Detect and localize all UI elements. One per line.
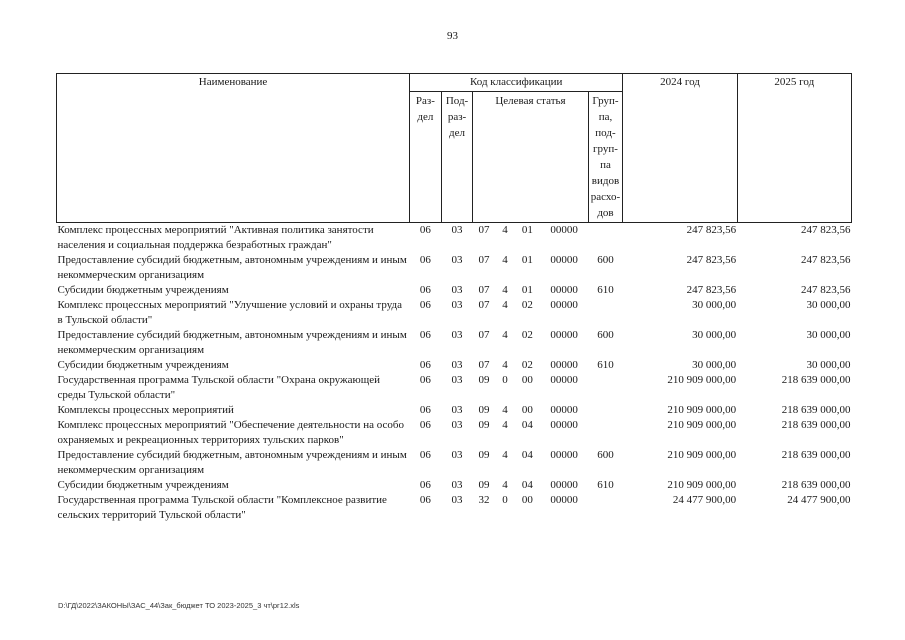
cell-y2024: 247 823,56 — [686, 224, 737, 236]
cell-y2024: 30 000,00 — [692, 329, 737, 341]
cell-c4: 00000 — [550, 449, 578, 461]
cell-y2024: 210 909 000,00 — [667, 404, 737, 416]
cell-podrazdel: 03 — [451, 479, 463, 491]
cell-group — [588, 223, 623, 254]
cell-c2: 4 — [502, 224, 508, 236]
header-row-1 — [57, 74, 852, 92]
cell-y2025: 218 639 000,00 — [781, 404, 851, 416]
cell-c2: 4 — [502, 449, 508, 461]
cell-group — [588, 418, 623, 448]
cell-c2: 4 — [502, 329, 508, 341]
cell-c3: 00 — [521, 494, 533, 506]
cell-y2024: 247 823,56 — [686, 284, 737, 296]
cell-group — [588, 373, 623, 403]
cell-c3: 02 — [521, 359, 533, 371]
cell-name: Государственная программа Тульской области "Охрана окружающей среды Тульской области" — [57, 374, 380, 401]
cell-group — [588, 493, 623, 523]
cell-podrazdel: 03 — [451, 254, 463, 266]
cell-c3: 00 — [521, 374, 533, 386]
cell-c1: 07 — [478, 254, 490, 266]
cell-razdel: 06 — [419, 419, 431, 431]
col-header-name: Наименование — [57, 74, 410, 223]
table-row — [57, 328, 852, 358]
cell-name: Предоставление субсидий бюджетным, автономным учреждениям и иным некоммерческим организациям — [57, 254, 407, 281]
cell-c2: 4 — [502, 299, 508, 311]
cell-name: Государственная программа Тульской области "Комплексное развитие сельских территорий Тульской области" — [57, 494, 387, 521]
cell-y2024: 210 909 000,00 — [667, 449, 737, 461]
cell-group: 610 — [597, 359, 614, 371]
cell-y2024: 30 000,00 — [692, 359, 737, 371]
col-header-target: Целевая статья — [473, 92, 588, 223]
cell-c2: 4 — [502, 254, 508, 266]
cell-c4: 00000 — [550, 479, 578, 491]
cell-c3: 01 — [521, 254, 533, 266]
table-row — [57, 373, 852, 403]
col-header-2024: 2024 год — [623, 74, 737, 223]
cell-podrazdel: 03 — [451, 224, 463, 236]
cell-group — [588, 298, 623, 328]
cell-group: 610 — [597, 479, 614, 491]
table-row — [57, 478, 852, 493]
cell-group: 600 — [597, 449, 614, 461]
cell-name: Комплекс процессных мероприятий "Обеспечение деятельности на особо охраняемых и рекреационных территориях тульских парков" — [57, 419, 404, 446]
cell-podrazdel: 03 — [451, 494, 463, 506]
cell-podrazdel: 03 — [451, 359, 463, 371]
col-header-2025: 2025 год — [737, 74, 851, 223]
cell-y2025: 247 823,56 — [801, 284, 851, 296]
cell-c4: 00000 — [550, 359, 578, 371]
cell-podrazdel: 03 — [451, 284, 463, 296]
cell-y2025: 218 639 000,00 — [781, 419, 851, 431]
cell-y2025: 247 823,56 — [801, 254, 851, 266]
cell-name: Предоставление субсидий бюджетным, автономным учреждениям и иным некоммерческим организациям — [57, 449, 407, 476]
cell-razdel: 06 — [419, 449, 431, 461]
col-header-classification: Код классификации — [410, 74, 623, 92]
cell-c4: 00000 — [550, 404, 578, 416]
cell-y2025: 247 823,56 — [801, 224, 851, 236]
table-row — [57, 418, 852, 448]
cell-razdel: 06 — [419, 374, 431, 386]
cell-group — [588, 403, 623, 418]
cell-c3: 04 — [521, 449, 533, 461]
cell-c2: 0 — [502, 374, 508, 386]
cell-c1: 07 — [478, 224, 490, 236]
cell-name: Комплекс процессных мероприятий "Активная политика занятости населения и социальная поддержка безработных граждан" — [57, 224, 374, 251]
cell-c4: 00000 — [550, 374, 578, 386]
table-row — [57, 358, 852, 373]
page-number: 93 — [447, 30, 458, 42]
cell-podrazdel: 03 — [451, 374, 463, 386]
cell-c4: 00000 — [550, 419, 578, 431]
cell-name: Предоставление субсидий бюджетным, автономным учреждениям и иным некоммерческим организациям — [57, 329, 407, 356]
cell-c4: 00000 — [550, 299, 578, 311]
cell-y2024: 247 823,56 — [686, 254, 737, 266]
col-header-section: Раз- дел — [410, 92, 442, 223]
cell-c4: 00000 — [550, 254, 578, 266]
cell-c3: 04 — [521, 479, 533, 491]
cell-c3: 00 — [521, 404, 533, 416]
cell-c4: 00000 — [550, 284, 578, 296]
cell-razdel: 06 — [419, 299, 431, 311]
cell-y2024: 210 909 000,00 — [667, 479, 737, 491]
cell-group: 610 — [597, 284, 614, 296]
cell-y2025: 218 639 000,00 — [781, 479, 851, 491]
cell-podrazdel: 03 — [451, 329, 463, 341]
table-row — [57, 298, 852, 328]
cell-c1: 09 — [478, 419, 490, 431]
table-body — [57, 223, 852, 524]
cell-y2025: 218 639 000,00 — [781, 449, 851, 461]
cell-razdel: 06 — [419, 494, 431, 506]
table-row — [57, 223, 852, 254]
cell-c1: 07 — [478, 329, 490, 341]
table-row — [57, 403, 852, 418]
cell-razdel: 06 — [419, 359, 431, 371]
cell-c1: 07 — [478, 359, 490, 371]
cell-c1: 09 — [478, 449, 490, 461]
cell-podrazdel: 03 — [451, 449, 463, 461]
footer-file-path: D:\ГД\2022\ЗАКОНЫ\ЗАС_44\Зак_бюджет ТО 2023-2025_3 чт\рг12.xls — [58, 601, 300, 610]
cell-c3: 02 — [521, 299, 533, 311]
cell-c2: 4 — [502, 404, 508, 416]
cell-podrazdel: 03 — [451, 299, 463, 311]
cell-c3: 01 — [521, 284, 533, 296]
cell-razdel: 06 — [419, 404, 431, 416]
cell-c2: 4 — [502, 359, 508, 371]
table-row — [57, 283, 852, 298]
cell-y2024: 210 909 000,00 — [667, 374, 737, 386]
cell-y2025: 218 639 000,00 — [781, 374, 851, 386]
cell-y2025: 30 000,00 — [806, 359, 851, 371]
cell-y2024: 30 000,00 — [692, 299, 737, 311]
cell-c3: 02 — [521, 329, 533, 341]
cell-razdel: 06 — [419, 329, 431, 341]
cell-group: 600 — [597, 254, 614, 266]
cell-c1: 07 — [478, 299, 490, 311]
cell-y2024: 210 909 000,00 — [667, 419, 737, 431]
cell-c1: 09 — [478, 374, 490, 386]
col-header-group: Груп- па, под- груп- па видов расхо- дов — [588, 92, 623, 223]
cell-podrazdel: 03 — [451, 404, 463, 416]
cell-c2: 4 — [502, 479, 508, 491]
cell-name: Субсидии бюджетным учреждениям — [57, 359, 229, 371]
table-row — [57, 493, 852, 523]
cell-razdel: 06 — [419, 284, 431, 296]
table-row — [57, 253, 852, 283]
budget-table — [56, 73, 852, 523]
cell-c4: 00000 — [550, 224, 578, 236]
cell-c3: 04 — [521, 419, 533, 431]
cell-c1: 07 — [478, 284, 490, 296]
cell-name: Субсидии бюджетным учреждениям — [57, 479, 229, 491]
cell-c4: 00000 — [550, 494, 578, 506]
cell-y2024: 24 477 900,00 — [672, 494, 737, 506]
cell-y2025: 30 000,00 — [806, 299, 851, 311]
cell-c1: 32 — [478, 494, 490, 506]
cell-c2: 0 — [502, 494, 508, 506]
cell-c2: 4 — [502, 284, 508, 296]
cell-c1: 09 — [478, 404, 490, 416]
cell-c4: 00000 — [550, 329, 578, 341]
cell-razdel: 06 — [419, 254, 431, 266]
cell-razdel: 06 — [419, 479, 431, 491]
cell-y2025: 30 000,00 — [806, 329, 851, 341]
col-header-subsection: Под- раз- дел — [441, 92, 473, 223]
cell-name: Субсидии бюджетным учреждениям — [57, 284, 229, 296]
cell-c3: 01 — [521, 224, 533, 236]
cell-c1: 09 — [478, 479, 490, 491]
cell-c2: 4 — [502, 419, 508, 431]
cell-group: 600 — [597, 329, 614, 341]
cell-name: Комплекс процессных мероприятий "Улучшение условий и охраны труда в Тульской области" — [57, 299, 402, 326]
table-row — [57, 448, 852, 478]
cell-name: Комплексы процессных мероприятий — [57, 404, 234, 416]
cell-razdel: 06 — [419, 224, 431, 236]
cell-y2025: 24 477 900,00 — [787, 494, 851, 506]
cell-podrazdel: 03 — [451, 419, 463, 431]
